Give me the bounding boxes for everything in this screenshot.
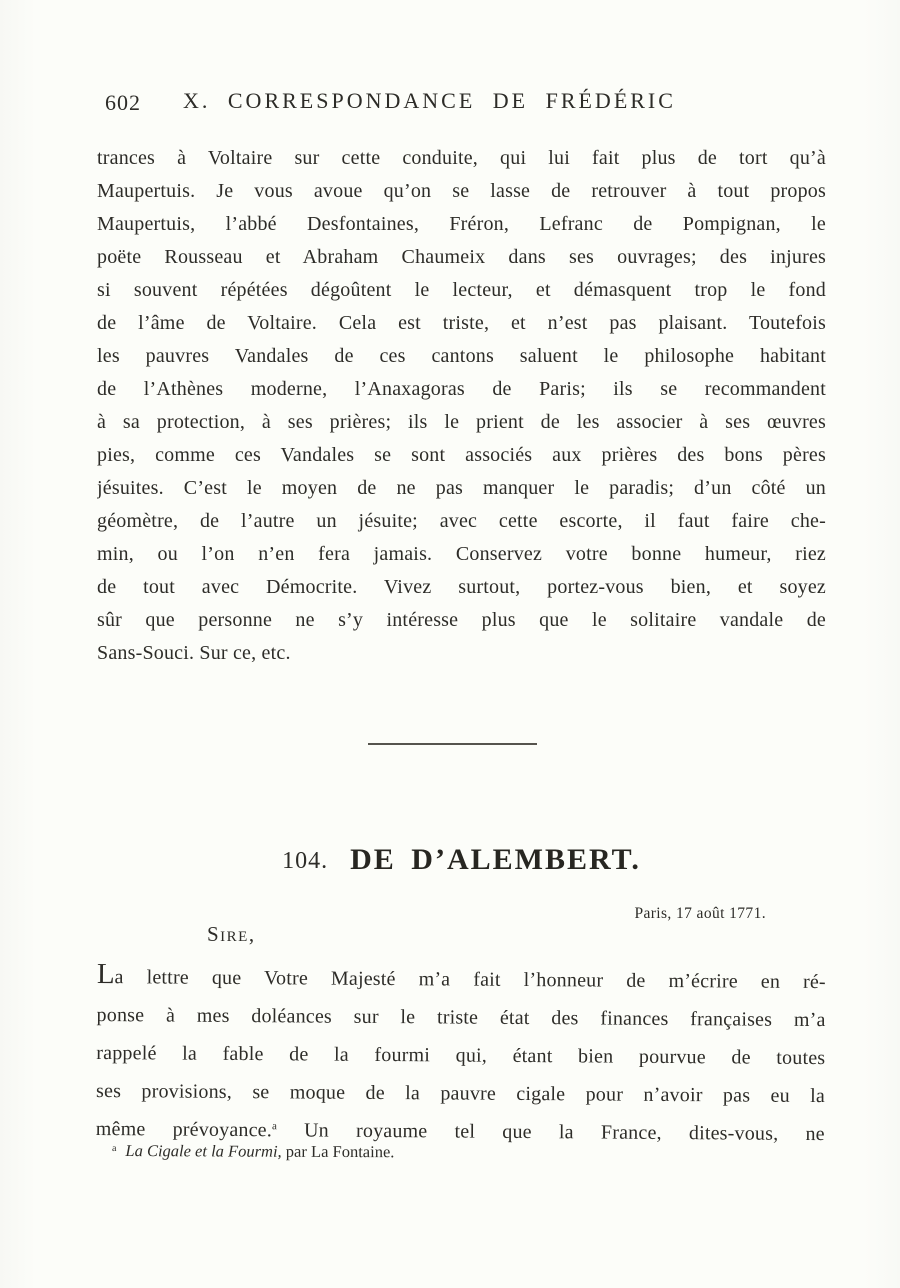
footnote-reference: a: [271, 1120, 277, 1133]
paragraph-correspondence: [97, 142, 826, 670]
text-line: de tout avec Démocrite. Vivez surtout, portez-vous bien, et soyez: [97, 576, 826, 598]
text-line: ponse à mes doléances sur le triste état des finances françaises m’a: [96, 1003, 826, 1032]
section-divider: [368, 743, 537, 745]
running-header: [97, 88, 826, 118]
letter-number: 104.: [282, 848, 329, 874]
text-line: sûr que personne ne s’y intéresse plus que le solitaire vandale de: [97, 609, 826, 631]
text-line: de l’Athènes moderne, l’Anaxagoras de Paris; ils se recommandent: [97, 378, 826, 400]
text-line: Sans-Souci. Sur ce, etc.: [97, 642, 291, 664]
text-line: min, ou l’on n’en fera jamais. Conservez votre bonne humeur, riez: [97, 543, 826, 565]
footnote-work-title: La Cigale et la Fourmi,: [125, 1141, 282, 1161]
text-line: géomètre, de l’autre un jésuite; avec cette escorte, il faut faire che-: [97, 510, 826, 532]
text-line: jésuites. C’est le moyen de ne pas manquer le paradis; d’un côté un: [97, 477, 826, 499]
salutation: Sire,: [207, 922, 256, 946]
page-number: 602: [105, 90, 141, 115]
letter-body: [96, 958, 826, 1153]
text-line: poëte Rousseau et Abraham Chaumeix dans ses ouvrages; des injures: [97, 246, 826, 268]
footnote-attribution: par La Fontaine.: [281, 1141, 395, 1162]
letter-heading: [97, 843, 826, 877]
letter-title: DE D’ALEMBERT.: [350, 843, 641, 876]
text-line: ses provisions, se moque de la pauvre cigale pour n’avoir pas eu la: [95, 1079, 826, 1108]
text-line: les pauvres Vandales de ces cantons saluent le philosophe habitant: [97, 345, 826, 367]
running-title: X. CORRESPONDANCE DE FRÉDÉRIC: [183, 88, 676, 113]
text-line: pies, comme ces Vandales se sont associés aux prières des bons pères: [97, 444, 826, 466]
text-line: à sa protection, à ses prières; ils le prient de les associer à ses œuvres: [97, 411, 826, 433]
text-line: si souvent répétées dégoûtent le lecteur, et démasquent trop le fond: [97, 279, 826, 301]
text-line: Maupertuis, l’abbé Desfontaines, Fréron, Lefranc de Pompignan, le: [97, 213, 826, 235]
text-line: de l’âme de Voltaire. Cela est triste, et n’est pas plaisant. Toutefois: [97, 312, 826, 334]
text-line: Maupertuis. Je vous avoue qu’on se lasse de retrouver à tout propos: [97, 180, 826, 202]
text-line: trances à Voltaire sur cette conduite, qui lui fait plus de tort qu’à: [97, 147, 826, 169]
dateline: Paris, 17 août 1771.: [634, 905, 766, 922]
text-line: même prévoyance.$^a$ Un royaume tel que la France, dites-vous, ne: [95, 1117, 825, 1146]
footnote: [112, 1141, 395, 1162]
footnote-marker: a: [111, 1143, 117, 1155]
initial-capital: L: [96, 958, 115, 991]
text-line: rappelé la fable de la fourmi qui, étant bien pourvue de toutes: [96, 1041, 826, 1070]
text-line: La lettre que Votre Majesté m’a fait l’honneur de m’écrire en ré-: [96, 958, 826, 994]
